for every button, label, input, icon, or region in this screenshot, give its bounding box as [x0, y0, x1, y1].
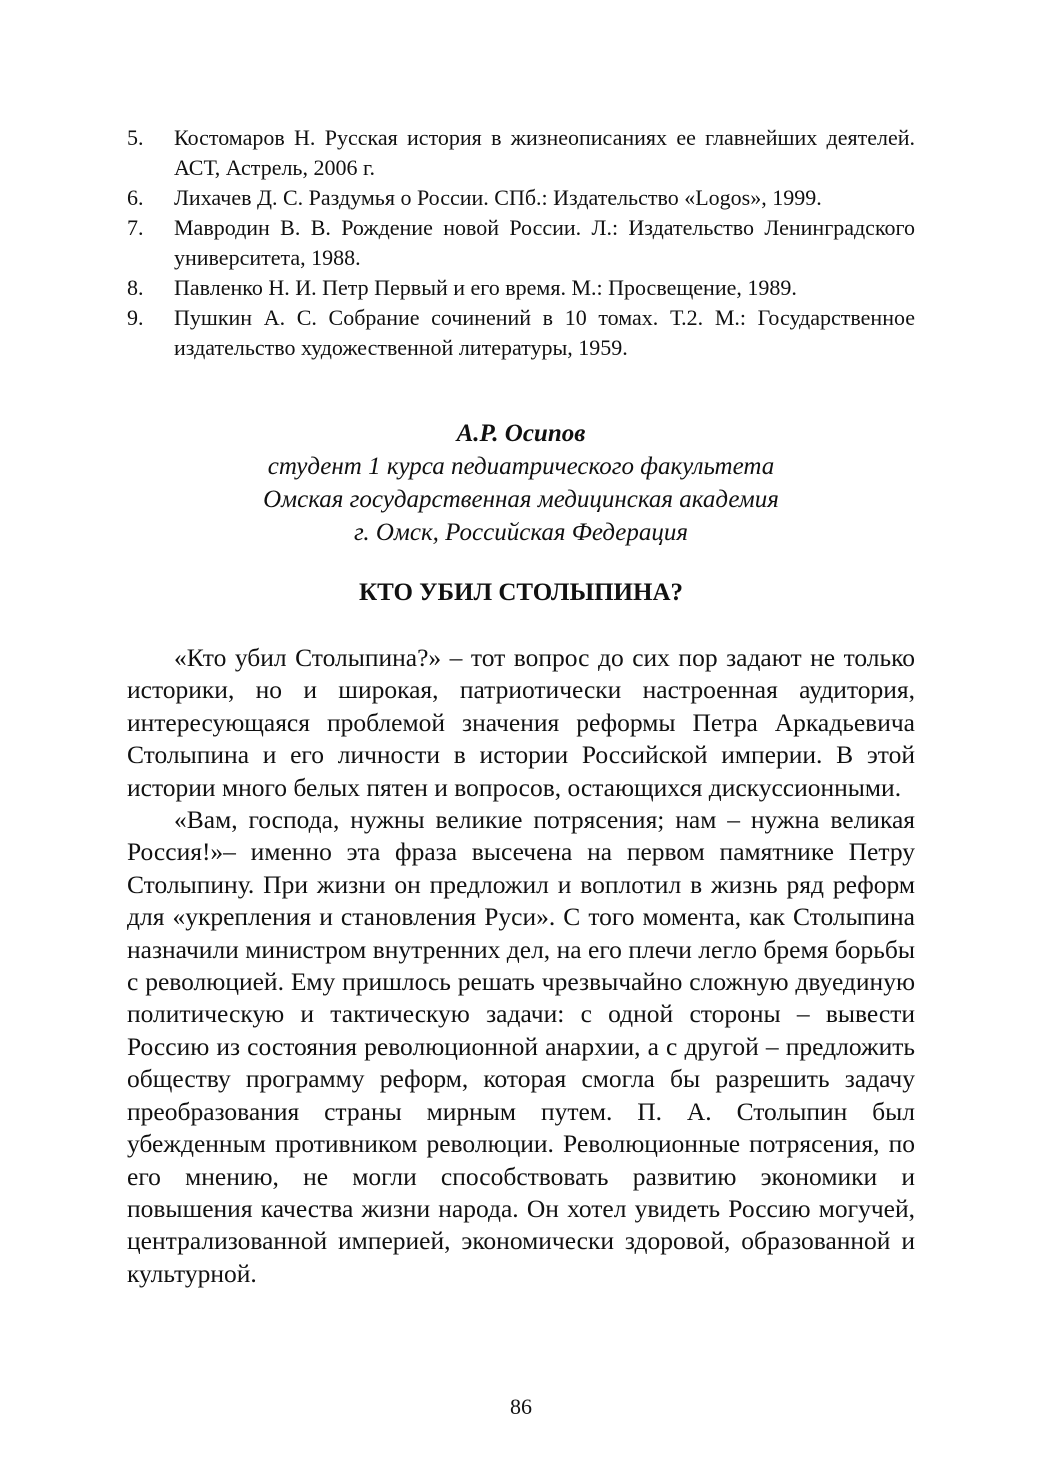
article-title: КТО УБИЛ СТОЛЫПИНА?	[358, 579, 684, 606]
reference-item	[127, 183, 915, 213]
reference-number: 5.	[127, 125, 144, 150]
reference-number: 7.	[127, 215, 144, 240]
reference-number: 9.	[127, 305, 144, 330]
reference-item	[127, 123, 915, 183]
document-page	[127, 0, 915, 1473]
reference-text: Пушкин А. С. Собрание сочинений в 10 томах. Т.2. М.: Государственное издательство художественной литературы, 1959.	[174, 305, 915, 360]
body-paragraph: «Кто убил Столыпина?» – тот вопрос до сих пор задают не только историки, но и широкая, патриотически настроенная аудитория, интересующаяся проблемой значения реформы Петра Аркадьевича Столыпина и его личности в истории Российской империи. В этой истории много белых пятен и вопросов, остающихся дискуссионными.	[127, 643, 915, 802]
reference-list	[127, 123, 915, 363]
reference-number: 8.	[127, 275, 144, 300]
body-paragraph: «Вам, господа, нужны великие потрясения; нам – нужна великая Россия!»– именно эта фраза высечена на первом памятнике Петру Столыпину. При жизни он предложил и воплотил в жизнь ряд реформ для «укрепления и становления Руси». С того момента, как Столыпина назначили министром внутренних дел, на его плечи легло бремя борьбы с революцией. Ему пришлось решать чрезвычайно сложную двуединую политическую и тактическую задачи: с одной стороны – вывести Россию из состояния революционной анархии, а с другой – предложить обществу программу реформ, которая смогла бы разрешить задачу преобразования страны мирным путем. П. А. Столыпин был убежденным противником революции. Революционные потрясения, по его мнению, не могли способствовать развитию экономики и повышения качества жизни народа. Он хотел увидеть Россию могучей, централизованной империей, экономически здоровой, образованной и культурной.	[127, 805, 915, 1288]
author-block	[127, 417, 915, 549]
author-location: г. Омск, Российская Федерация	[353, 519, 689, 546]
page-number: 86	[510, 1394, 532, 1419]
reference-number: 6.	[127, 185, 144, 210]
author-position: студент 1 курса педиатрического факультета	[267, 453, 775, 480]
author-name: А.Р. Осипов	[456, 420, 586, 447]
reference-item	[127, 303, 915, 363]
reference-text: Костомаров Н. Русская история в жизнеописаниях ее главнейших деятелей. АСТ, Астрель, 2006 г.	[174, 125, 915, 180]
reference-item	[127, 273, 915, 303]
article-body	[127, 642, 915, 1290]
reference-text: Лихачев Д. С. Раздумья о России. СПб.: Издательство «Logos», 1999.	[174, 185, 822, 210]
reference-text: Павленко Н. И. Петр Первый и его время. М.: Просвещение, 1989.	[174, 275, 797, 300]
reference-text: Мавродин В. В. Рождение новой России. Л.: Издательство Ленинградского университета, 1988.	[174, 215, 915, 270]
reference-item	[127, 213, 915, 273]
author-institution: Омская государственная медицинская академия	[263, 486, 779, 513]
